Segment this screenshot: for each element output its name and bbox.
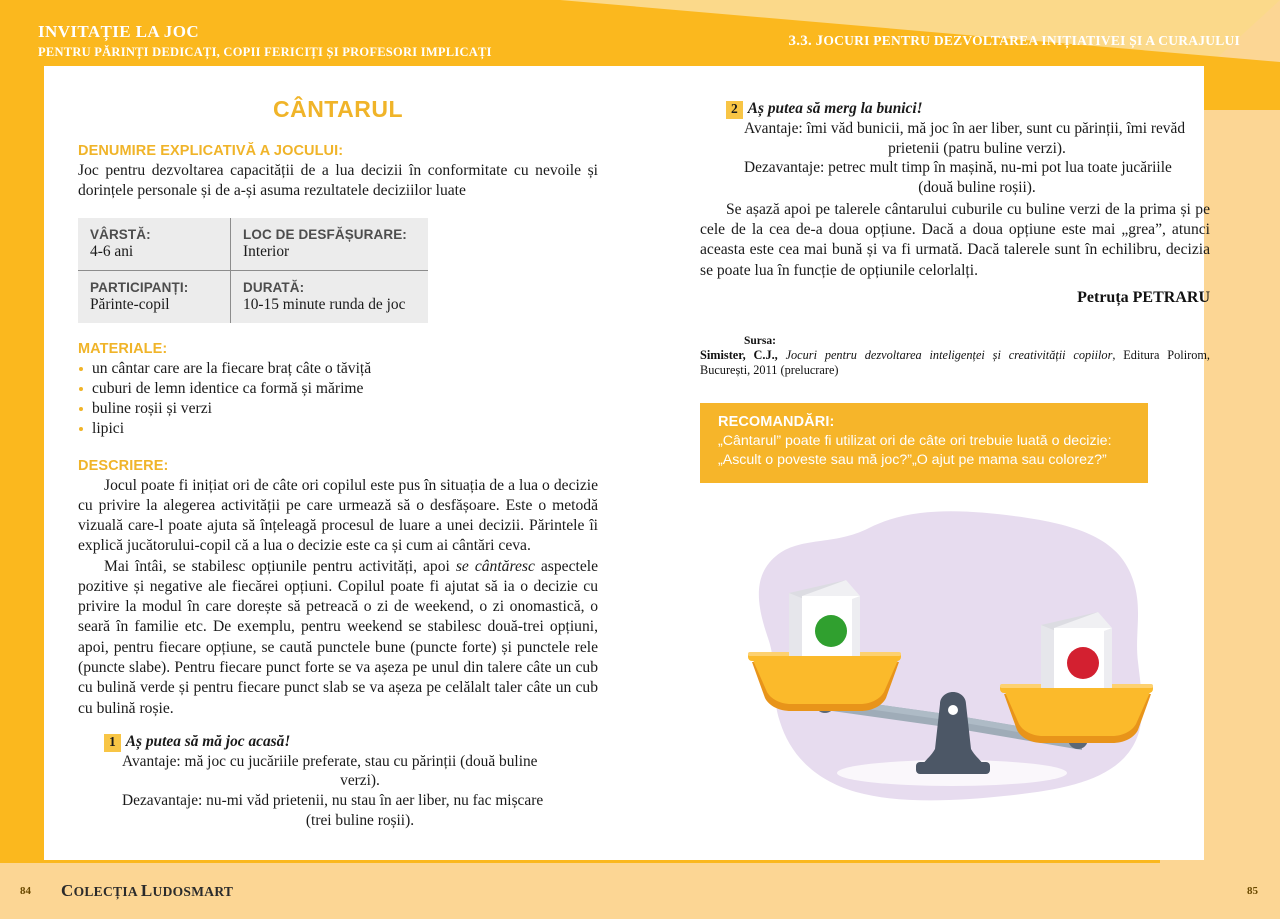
option-1-pros bbox=[122, 752, 598, 791]
source-label: Sursa: bbox=[744, 334, 776, 347]
option-2-pros-cont: prietenii (patru buline verzi). bbox=[888, 139, 1066, 157]
option-1-pros-cont: verzi). bbox=[340, 772, 380, 790]
recommendations-heading: RECOMANDĂRI: bbox=[718, 413, 835, 430]
left-column bbox=[78, 96, 598, 831]
explanatory-text: Joc pentru dezvoltarea capacității de a lua decizii în conformitate cu nevoile și dorințele personale și de a-și asuma rezultatele deciziilor luate bbox=[78, 162, 598, 200]
option-1-pros-text: mă joc cu jucăriile preferate, stau cu părinții (două buline bbox=[180, 752, 538, 770]
description-paragraph-2 bbox=[78, 557, 598, 719]
brand-initial-2: L bbox=[140, 881, 153, 900]
option-1-cons bbox=[122, 791, 598, 830]
option-2-pros bbox=[744, 119, 1210, 158]
source-author: Simister, C.J., bbox=[700, 347, 778, 362]
table-row bbox=[78, 270, 428, 323]
option-1-number-badge: 1 bbox=[104, 734, 121, 752]
footer-left bbox=[0, 863, 600, 919]
pivot-dot bbox=[948, 705, 958, 715]
desc-p2-part-b: aspectele pozitive și negative ale fiecărei opțiuni. Copilul poate fi ajutat să ia o decizie cu privire la modul în care dorește să petreacă o zi de weekend, o zi onomastică, o seară în familie etc. De exemplu, pentru weekend se stabilesc două-trei opțiuni, apoi, pentru fiecare opțiune, se caută punctele bune (puncte forte) și punctele rele (puncte slabe). Pentru fiecare punct forte se va așeza pe unul din talere câte un cub cu bulină verde și pentru fiecare punct slab se va așeza pe celălalt taler câte un cub cu bulină roșie. bbox=[78, 557, 599, 717]
right-tray bbox=[1000, 684, 1153, 743]
list-item: lipici bbox=[78, 419, 598, 439]
recommendations-line-2: „Ascult o poveste sau mă joc?”„O ajut pe mama sau colorez?” bbox=[718, 451, 1107, 468]
option-1-cons-label: Dezavantaje: bbox=[122, 792, 203, 810]
option-1-title: Aș putea să mă joc acasă! bbox=[125, 732, 291, 750]
value-loc: Interior bbox=[243, 242, 290, 260]
table-cell-age bbox=[78, 218, 231, 271]
option-2-pros-label: Avantaje: bbox=[744, 119, 803, 137]
label-loc: LOC DE DESFĂȘURARE: bbox=[243, 226, 407, 242]
recommendations-line-1: „Cântarul” poate fi utilizat ori de câte ori trebuie luată o decizie: bbox=[718, 432, 1112, 449]
brand-initial-1: C bbox=[61, 881, 74, 900]
list-item: buline roșii și verzi bbox=[78, 399, 598, 419]
publication-subtitle: PENTRU PĂRINȚI DEDICAȚI, COPII FERICIȚI ȘI PROFESORI IMPLICAȚI bbox=[38, 44, 492, 59]
option-1-cons-cont: (trei buline roșii). bbox=[305, 811, 415, 829]
collection-brand bbox=[61, 881, 233, 901]
green-dot bbox=[815, 615, 847, 647]
right-column bbox=[700, 100, 1210, 483]
label-varsta: VÂRSTĂ: bbox=[90, 226, 151, 242]
page-number-right: 85 bbox=[1247, 885, 1258, 897]
game-title: CÂNTARUL bbox=[272, 96, 404, 122]
option-2-block bbox=[700, 100, 1210, 198]
explanatory-heading: DENUMIRE EXPLICATIVĂ A JOCULUI: bbox=[78, 143, 344, 159]
materials-list bbox=[78, 359, 598, 440]
left-cube bbox=[789, 580, 860, 656]
table-cell-participants bbox=[78, 270, 231, 323]
option-2-cons bbox=[744, 158, 1210, 197]
option-1-cons-text: nu-mi văd prietenii, nu stau în aer liber, nu fac mișcare bbox=[202, 792, 544, 810]
list-item: cuburi de lemn identice ca formă și mărime bbox=[78, 379, 598, 399]
section-title-initial: J bbox=[815, 33, 824, 49]
table-row bbox=[78, 218, 428, 271]
option-2-cons-label: Dezavantaje: bbox=[744, 159, 825, 177]
page-number-left: 84 bbox=[20, 885, 31, 897]
balance-scale-illustration bbox=[694, 466, 1214, 816]
description-heading: DESCRIERE: bbox=[78, 457, 169, 474]
red-dot bbox=[1067, 647, 1099, 679]
option-2-pros-text: îmi văd bunicii, mă joc în aer liber, sunt cu părinții, îmi revăd bbox=[802, 119, 1186, 137]
option-2-title: Aș putea să merg la bunici! bbox=[747, 100, 923, 117]
info-table bbox=[78, 218, 428, 323]
brand-text-2: UDOSMART bbox=[152, 884, 234, 899]
list-item: un cântar care are la fiecare braț câte o tăviță bbox=[78, 359, 598, 379]
label-participanti: PARTICIPANȚI: bbox=[90, 279, 189, 295]
author-name: Petruța PETRARU bbox=[1077, 288, 1210, 306]
section-number: 3.3. bbox=[788, 33, 813, 49]
value-durata: 10-15 minute runda de joc bbox=[243, 295, 406, 313]
right-cube bbox=[1041, 612, 1112, 688]
balance-scale-svg bbox=[694, 466, 1214, 816]
publication-title: INVITAȚIE LA JOC bbox=[38, 22, 200, 41]
table-cell-location bbox=[231, 218, 429, 271]
brand-text-1: OLECȚIA bbox=[73, 884, 141, 899]
materials-heading: MATERIALE: bbox=[78, 340, 168, 357]
footer-right bbox=[1247, 863, 1258, 919]
desc-p2-italic: se cântăresc bbox=[455, 557, 535, 575]
option-2-cons-cont: (două buline roșii). bbox=[918, 179, 1036, 197]
section-breadcrumb bbox=[789, 33, 1240, 50]
value-varsta: 4-6 ani bbox=[90, 242, 134, 260]
table-cell-duration bbox=[231, 270, 429, 323]
value-participanti: Părinte-copil bbox=[90, 295, 170, 313]
left-tray bbox=[748, 652, 901, 711]
desc-p2-part-a: Mai întâi, se stabilesc opțiunile pentru activități, apoi bbox=[104, 557, 456, 575]
option-1-pros-label: Avantaje: bbox=[122, 752, 181, 770]
label-durata: DURATĂ: bbox=[243, 279, 305, 295]
source-work: Jocuri pentru dezvoltarea inteligenței și creativității copiilor bbox=[777, 347, 1113, 362]
option-2-number-badge: 2 bbox=[726, 101, 743, 119]
source-block bbox=[700, 335, 1210, 379]
option-1-heading bbox=[104, 733, 598, 752]
option-2-heading bbox=[726, 100, 1210, 119]
closing-paragraph: Se așază apoi pe talerele cântarului cuburile cu buline verzi de la prima și pe cele de la cea de-a doua opțiune. Dacă a doua opțiune este mai „grea”, atunci aceasta este cea mai bună și va fi urmată. Dacă talerele sunt în echilibru, decizia se poate lua în funcție de opțiunile celorlalți. bbox=[700, 200, 1210, 279]
source-citation bbox=[700, 348, 1210, 379]
option-2-cons-text: petrec mult timp în mașină, nu-mi pot lua toate jucăriile bbox=[824, 159, 1172, 177]
section-title-text: OCURI PENTRU DEZVOLTAREA INIȚIATIVEI ȘI A CURAJULUI bbox=[823, 33, 1240, 48]
description-paragraph-1: Jocul poate fi inițiat ori de câte ori copilul este pus în situația de a lua o decizie cu privire la alegerea activității pe care urmează să o desfășoare. Este o metodă vizuală care-l poate ajuta să înțeleagă procesul de luare a unei decizii. Părintele îi explică jucătorului-copil că a lua o decizie este ca și cum ai cântări ceva. bbox=[78, 476, 598, 555]
header-left bbox=[38, 22, 492, 60]
source-publisher: , Editura Polirom, București, 2011 (prelucrare) bbox=[700, 347, 1211, 378]
option-1-block bbox=[78, 733, 598, 831]
